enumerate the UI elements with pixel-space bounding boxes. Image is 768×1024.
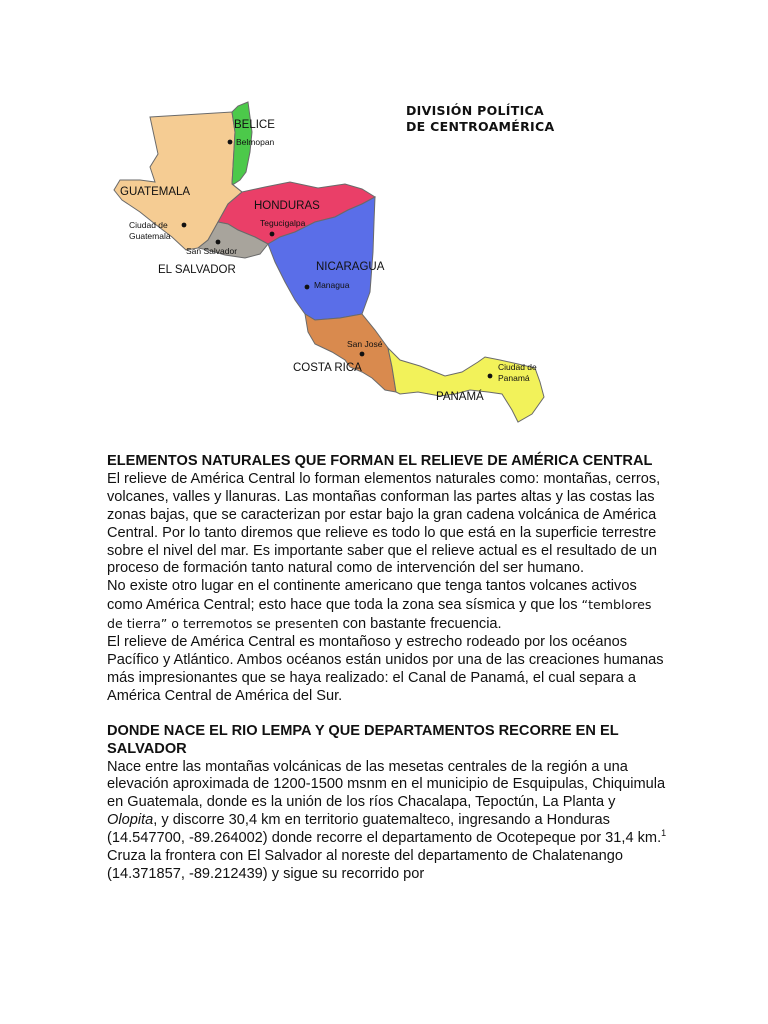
label-el-salvador: EL SALVADOR bbox=[158, 264, 236, 276]
map-title bbox=[406, 103, 554, 134]
city-guatemala-line1: Ciudad de bbox=[129, 220, 168, 230]
capital-dot-san-salvador bbox=[216, 240, 221, 245]
capital-dot-guatemala bbox=[182, 223, 187, 228]
capital-dot-belmopan bbox=[228, 140, 233, 145]
capital-dot-tegucigalpa bbox=[270, 232, 275, 237]
paragraph2-text-c: n con bastante frecuencia. bbox=[330, 616, 502, 633]
capital-dot-managua bbox=[305, 285, 310, 290]
city-belmopan: Belmopan bbox=[236, 137, 275, 147]
city-san-jose: San José bbox=[347, 339, 383, 349]
paragraph2-text-b: “temblores de tierra” o terremotos se presente bbox=[107, 597, 652, 632]
label-honduras: HONDURAS bbox=[254, 200, 320, 212]
city-panama-line1: Ciudad de bbox=[498, 362, 537, 372]
label-belice: BELICE bbox=[234, 119, 275, 131]
section1-paragraph3: El relieve de América Central es montañoso y estrecho rodeado por los océanos Pacífico y Atlántico. Ambos océanos están unidos por una de las creaciones humanas más impresionantes que se haya realizado: el Canal de Panamá, el cual separa a América Central de América del Sur. bbox=[107, 634, 664, 704]
section2-text-b: , y discorre 30,4 km en territorio guatemalteco, ingresando a Honduras (14.547700, -89.264002) donde recorre el departamento de Ocotepeque por 31,4 km. bbox=[107, 812, 662, 847]
map-svg bbox=[100, 92, 560, 432]
document-body bbox=[107, 453, 667, 884]
costa-rica-region bbox=[305, 314, 396, 392]
section2-text-italic: Olopita bbox=[107, 812, 154, 829]
label-costa-rica: COSTA RICA bbox=[293, 362, 362, 374]
paragraph2-text-a: No existe otro lugar en el continente americano que tenga tantos volcanes activos como América Central; esto hace que toda la zona sea sísmica y que los bbox=[107, 578, 637, 614]
section2-paragraph bbox=[107, 759, 667, 884]
section1-heading: ELEMENTOS NATURALES QUE FORMAN EL RELIEVE DE AMÉRICA CENTRAL bbox=[107, 453, 653, 469]
central-america-map bbox=[100, 92, 560, 432]
city-panama-line2: Panamá bbox=[498, 373, 530, 383]
section2-text-a: Nace entre las montañas volcánicas de las mesetas centrales de la región a una elevación aproximada de 1200-1500 msnm en el municipio de Esquipulas, Chiquimula en Guatemala, donde es la unión de los ríos Chacalapa, Tepoctún, La Planta y bbox=[107, 758, 666, 811]
city-tegucigalpa: Tegucigalpa bbox=[260, 218, 306, 228]
section1-paragraph2 bbox=[107, 578, 667, 634]
city-managua: Managua bbox=[314, 280, 350, 290]
capital-dot-san-jose bbox=[360, 352, 365, 357]
footnote-marker[interactable]: 1 bbox=[661, 828, 667, 839]
map-title-line1: DIVISIÓN POLÍTICA bbox=[406, 103, 544, 118]
section2-text-c: Cruza la frontera con El Salvador al noreste del departamento de Chalatenango (14.371857, -89.212439) y sigue su recorrido por bbox=[107, 848, 623, 882]
label-guatemala: GUATEMALA bbox=[120, 186, 191, 198]
panama-region bbox=[388, 348, 544, 422]
section2-heading: DONDE NACE EL RIO LEMPA Y QUE DEPARTAMENTOS RECORRE EN EL SALVADOR bbox=[107, 722, 619, 757]
city-guatemala-line2: Guatemala bbox=[129, 231, 171, 241]
section1-paragraph1: El relieve de América Central lo forman elementos naturales como: montañas, cerros, volcanes, valles y llanuras. Las montañas conforman las partes altas y las costas las zonas bajas, que se caracterizan por estar bajo la gran cadena volcánica de América Central. Por lo tanto diremos que relieve es todo lo que está en la superficie terrestre sobre el nivel del mar. Es importante saber que el relieve actual es el resultado de un proceso de formación tanto natural como de intervención del ser humano. bbox=[107, 470, 661, 577]
city-san-salvador: San Salvador bbox=[186, 246, 238, 256]
label-panama: PANAMÁ bbox=[436, 391, 484, 403]
map-title-line2: DE CENTROAMÉRICA bbox=[406, 119, 555, 134]
label-nicaragua: NICARAGUA bbox=[316, 261, 385, 273]
capital-dot-panama bbox=[488, 374, 493, 379]
